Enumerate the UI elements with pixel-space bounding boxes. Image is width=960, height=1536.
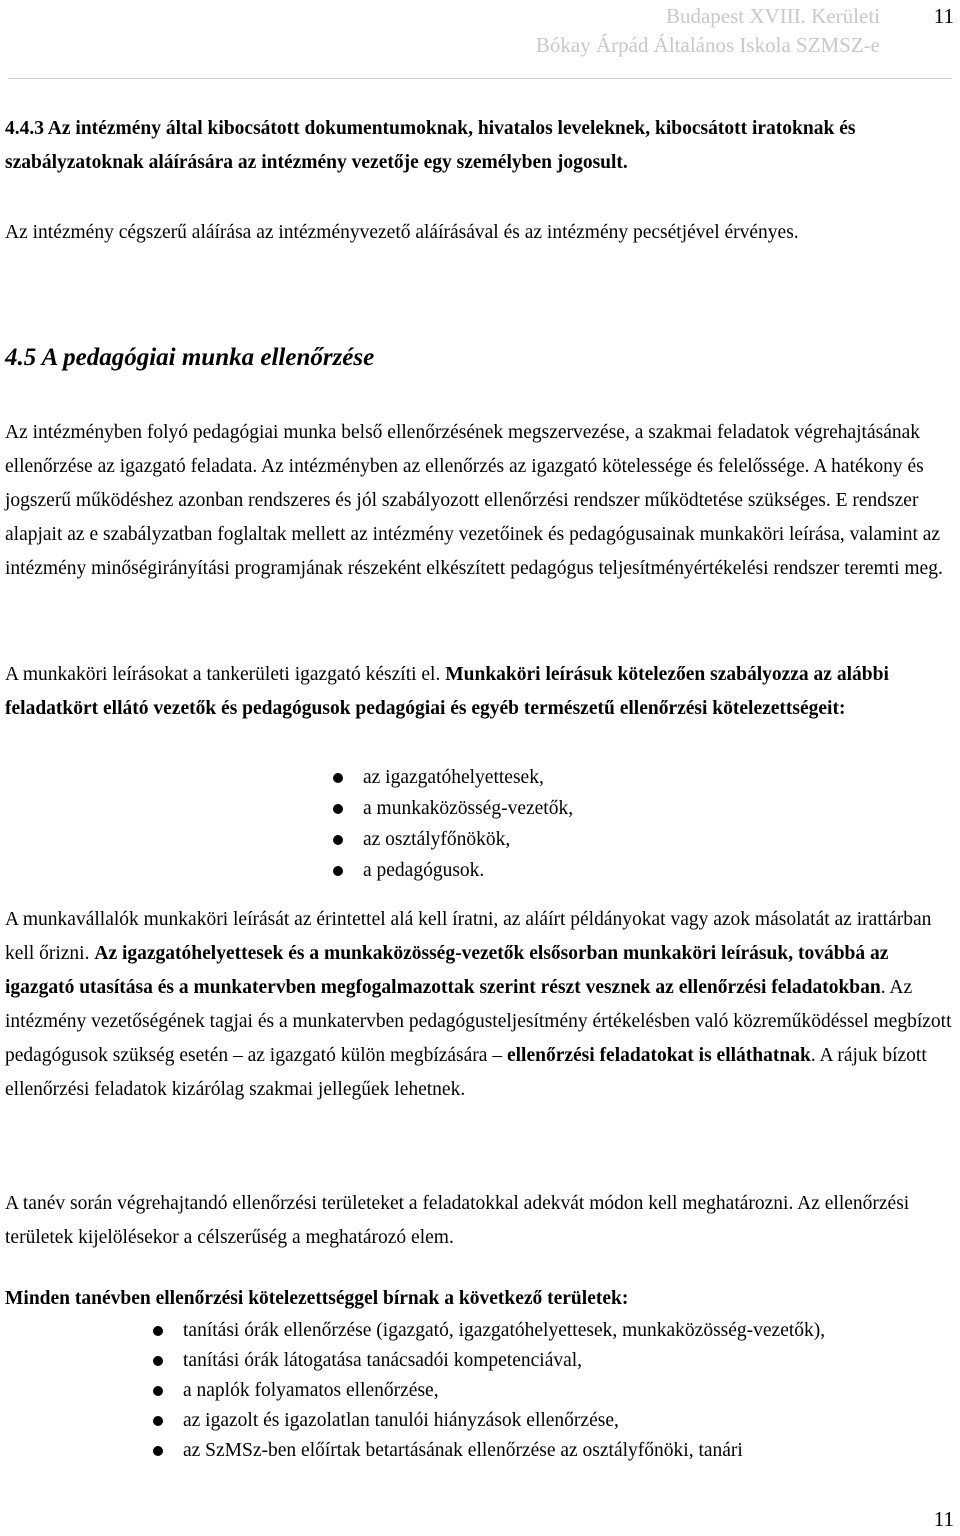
- bullet-icon: [333, 835, 343, 845]
- section-4-4-3-text: 4.4.3 Az intézmény által kibocsátott dokumentumoknak, hivatalos leveleknek, kibocsátott iratoknak és szabályzatoknak aláírására az intézmény vezetője egy személyben jogosult.: [5, 118, 856, 173]
- list-item: a pedagógusok.: [330, 855, 573, 886]
- control-areas-list: [150, 1316, 870, 1466]
- list-item: az igazolt és igazolatlan tanulói hiányzások ellenőrzése,: [150, 1406, 870, 1436]
- supervisor-list: [330, 762, 573, 886]
- list-item: az SzMSz-ben előírtak betartásának ellenőrzése az osztályfőnöki, tanári: [150, 1436, 870, 1466]
- list-item: a munkaközösség-vezetők,: [330, 793, 573, 824]
- section-4-5-heading: 4.5 A pedagógiai munka ellenőrzése: [5, 344, 375, 371]
- control-areas-heading: Minden tanévben ellenőrzési kötelezettséggel bírnak a következő területek:: [5, 1288, 629, 1309]
- list-item: az igazgatóhelyettesek,: [330, 762, 573, 793]
- para2-normal: A munkaköri leírásokat a tankerületi igazgató készíti el.: [5, 664, 446, 685]
- bullet-icon: [333, 773, 343, 783]
- list-item: tanítási órák látogatása tanácsadói kompetenciával,: [150, 1346, 870, 1376]
- footer-page-number: 11: [933, 1507, 954, 1531]
- control-paragraph-4: A tanév során végrehajtandó ellenőrzési területeket a feladatokkal adekvát módon kell meghatározni. Az ellenőrzési területek kijelölésekor a célszerűség a meghatározó elem.: [5, 1193, 910, 1248]
- bullet-icon: [153, 1326, 163, 1336]
- bullet-icon: [153, 1356, 163, 1366]
- bullet-icon: [153, 1446, 163, 1456]
- header-page-number: 11: [933, 4, 954, 28]
- para2-bold: Munkaköri leírásuk kötelezően szabályozza az alábbi feladatkört ellátó vezetők és pedagógusok pedagógiai és egyéb természetű ellenőrzési kötelezettségeit:: [5, 664, 889, 719]
- control-paragraph-1: Az intézményben folyó pedagógiai munka belső ellenőrzésének megszervezése, a szakmai feladatok végrehajtásának ellenőrzése az igazgató feladata. Az intézményben az ellenőrzés az igazgató kötelessége és felelőssége. A hatékony és jogszerű működéshez azonban rendszeres és jól szabályozott ellenőrzési rendszer működtetése szükséges. E rendszer alapjait az e szabályzatban foglaltak mellett az intézmény vezetőinek és pedagógusainak munkaköri leírása, valamint az intézmény minőségirányítási programjának részeként elkészített pedagógus teljesítményértékelési rendszer teremti meg.: [5, 422, 943, 579]
- list-item: a naplók folyamatos ellenőrzése,: [150, 1376, 870, 1406]
- bullet-icon: [333, 804, 343, 814]
- bullet-icon: [153, 1416, 163, 1426]
- control-paragraph-2: [5, 658, 955, 726]
- header-line-2: Bókay Árpád Általános Iskola SZMSZ-e: [535, 33, 880, 57]
- running-header: [536, 2, 880, 60]
- list-item: az osztályfőnökök,: [330, 824, 573, 855]
- bullet-icon: [153, 1386, 163, 1396]
- header-divider: [8, 78, 952, 79]
- list-item: tanítási órák ellenőrzése (igazgató, igazgatóhelyettesek, munkaközösség-vezetők),: [150, 1316, 870, 1346]
- header-line-1: Budapest XVIII. Kerületi: [665, 4, 880, 28]
- signature-paragraph: Az intézmény cégszerű aláírása az intézményvezető aláírásával és az intézmény pecsétjével érvényes.: [5, 222, 799, 243]
- bullet-icon: [333, 866, 343, 876]
- control-paragraph-3: A munkavállalók munkaköri leírását az érintettel alá kell íratni, az aláírt példányokat vagy azok másolatát az irattárban kell őrizni. Az igazgatóhelyettesek és a munkaközösség-vezetők elsősorban munkaköri leírásuk, továbbá az igazgató utasítása és a munkatervben megfogalmazottak szerint részt vesznek az ellenőrzési feladatokban. Az intézmény vezetőségének tagjai és a munkatervben pedagógusteljesítmény értékelésben való közreműködéssel megbízott pedagógusok szükség esetén – az igazgató külön megbízására – ellenőrzési feladatokat is elláthatnak. A rájuk bízott ellenőrzési feladatok kizárólag szakmai jellegűek lehetnek.: [5, 909, 952, 1100]
